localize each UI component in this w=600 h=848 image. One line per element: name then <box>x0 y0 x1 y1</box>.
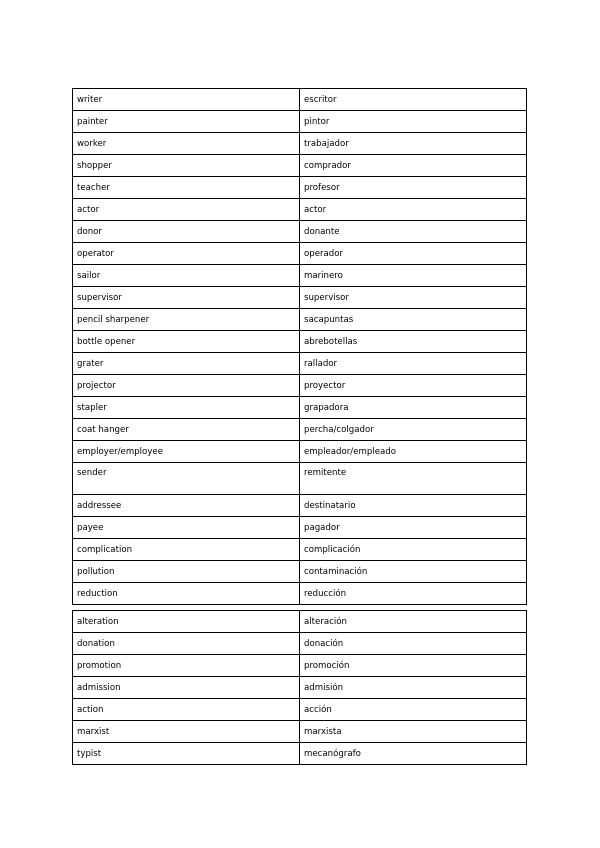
spanish-word: donación <box>300 633 527 655</box>
table-row <box>73 265 527 287</box>
table-row <box>73 743 527 765</box>
table-row <box>73 677 527 699</box>
english-word: payee <box>73 517 300 539</box>
spanish-word: actor <box>300 199 527 221</box>
spanish-word: admisión <box>300 677 527 699</box>
table-row <box>73 155 527 177</box>
english-word: donation <box>73 633 300 655</box>
english-word: coat hanger <box>73 419 300 441</box>
table-row <box>73 495 527 517</box>
spanish-word: promoción <box>300 655 527 677</box>
spanish-word: reducción <box>300 583 527 605</box>
english-word: action <box>73 699 300 721</box>
spanish-word: comprador <box>300 155 527 177</box>
spanish-word: trabajador <box>300 133 527 155</box>
table-row <box>73 611 527 633</box>
table-row <box>73 89 527 111</box>
table-row <box>73 463 527 495</box>
english-word: marxist <box>73 721 300 743</box>
spanish-word: grapadora <box>300 397 527 419</box>
table-row <box>73 699 527 721</box>
english-word: pencil sharpener <box>73 309 300 331</box>
table-row <box>73 517 527 539</box>
vocabulary-table-2 <box>72 610 527 765</box>
table-row <box>73 331 527 353</box>
spanish-word: abrebotellas <box>300 331 527 353</box>
spanish-word: escritor <box>300 89 527 111</box>
english-word: sender <box>73 463 300 495</box>
english-word: reduction <box>73 583 300 605</box>
spanish-word: alteración <box>300 611 527 633</box>
english-word: admission <box>73 677 300 699</box>
spanish-word: marinero <box>300 265 527 287</box>
table-row <box>73 177 527 199</box>
english-word: alteration <box>73 611 300 633</box>
english-word: supervisor <box>73 287 300 309</box>
table-row <box>73 375 527 397</box>
english-word: stapler <box>73 397 300 419</box>
table-row <box>73 309 527 331</box>
spanish-word: percha/colgador <box>300 419 527 441</box>
table-row <box>73 353 527 375</box>
english-word: projector <box>73 375 300 397</box>
spanish-word: marxista <box>300 721 527 743</box>
table-row <box>73 441 527 463</box>
table-row <box>73 721 527 743</box>
table-row <box>73 539 527 561</box>
spanish-word: pintor <box>300 111 527 133</box>
english-word: worker <box>73 133 300 155</box>
english-word: writer <box>73 89 300 111</box>
english-word: addressee <box>73 495 300 517</box>
english-word: typist <box>73 743 300 765</box>
spanish-word: remitente <box>300 463 527 495</box>
english-word: sailor <box>73 265 300 287</box>
english-word: actor <box>73 199 300 221</box>
english-word: donor <box>73 221 300 243</box>
table-row <box>73 655 527 677</box>
spanish-word: mecanógrafo <box>300 743 527 765</box>
spanish-word: proyector <box>300 375 527 397</box>
spanish-word: pagador <box>300 517 527 539</box>
table-row <box>73 111 527 133</box>
table-row <box>73 561 527 583</box>
table-row <box>73 199 527 221</box>
spanish-word: donante <box>300 221 527 243</box>
spanish-word: supervisor <box>300 287 527 309</box>
table-row <box>73 133 527 155</box>
table-row <box>73 243 527 265</box>
spanish-word: sacapuntas <box>300 309 527 331</box>
table-row <box>73 583 527 605</box>
english-word: complication <box>73 539 300 561</box>
spanish-word: complicación <box>300 539 527 561</box>
spanish-word: destinatario <box>300 495 527 517</box>
english-word: promotion <box>73 655 300 677</box>
table-row <box>73 221 527 243</box>
spanish-word: rallador <box>300 353 527 375</box>
english-word: pollution <box>73 561 300 583</box>
english-word: operator <box>73 243 300 265</box>
english-word: bottle opener <box>73 331 300 353</box>
english-word: teacher <box>73 177 300 199</box>
spanish-word: operador <box>300 243 527 265</box>
spanish-word: profesor <box>300 177 527 199</box>
table-row <box>73 633 527 655</box>
english-word: employer/employee <box>73 441 300 463</box>
table-row <box>73 419 527 441</box>
vocabulary-table-1 <box>72 88 527 605</box>
table-row <box>73 287 527 309</box>
english-word: grater <box>73 353 300 375</box>
english-word: shopper <box>73 155 300 177</box>
spanish-word: contaminación <box>300 561 527 583</box>
vocabulary-table-2-body <box>73 611 527 765</box>
vocabulary-table-1-body <box>73 89 527 605</box>
spanish-word: empleador/empleado <box>300 441 527 463</box>
spanish-word: acción <box>300 699 527 721</box>
english-word: painter <box>73 111 300 133</box>
table-row <box>73 397 527 419</box>
